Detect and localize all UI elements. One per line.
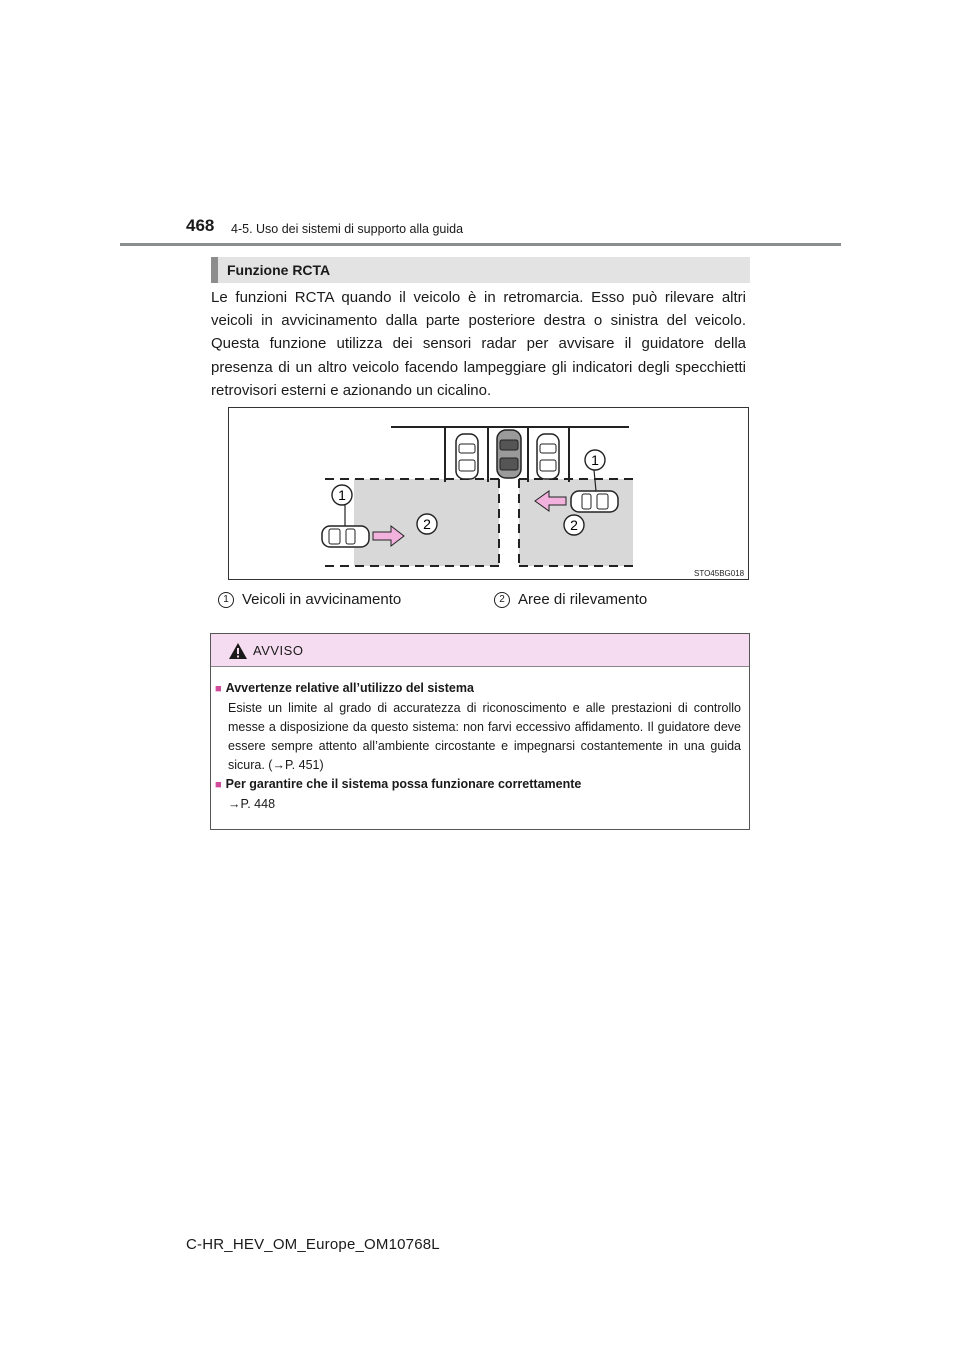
warning-item-title: [215, 679, 740, 699]
warning-label: AVVISO: [253, 643, 304, 658]
parked-car: [537, 434, 559, 479]
document-code: C-HR_HEV_OM_Europe_OM10768L: [186, 1236, 440, 1253]
callout-number: 2: [570, 517, 578, 533]
callout-2-left: [417, 514, 437, 534]
section-heading: [211, 257, 750, 283]
header-rule: [120, 243, 841, 246]
warning-box: [210, 633, 750, 830]
figure-code: STO45BG018: [694, 569, 745, 578]
warning-item-heading: Per garantire che il sistema possa funzionare correttamente: [225, 777, 582, 791]
body-paragraph: Le funzioni RCTA quando il veicolo è in retromarcia. Esso può rilevare altri veicoli in avvicinamento dalla parte posteriore destra o sinistra del veicolo. Questa funzione utilizza dei sensori radar per avvisare il guidatore della presenza di un altro veicolo facendo lampeggiare gli indicatori degli specchietti retrovisori esterni e azionando un cicalino.: [211, 289, 746, 399]
own-vehicle: [497, 430, 521, 478]
legend-number: 1: [218, 592, 234, 608]
warning-header: [211, 634, 749, 667]
approaching-vehicle-right: [571, 491, 618, 512]
legend-item-detection-areas: [494, 591, 647, 608]
warning-item-text: Esiste un limite al grado di accuratezza di riconoscimento e alle prestazioni di controllo messe a disposizione da questo sistema: non farvi eccessivo affidamento. Il guidatore deve essere sempre attento all’ambiente circostante e impegnarsi costantemente in una guida sicura. (→P. 451): [228, 701, 741, 772]
parked-car: [456, 434, 478, 479]
legend-number: 2: [494, 592, 510, 608]
page-number: 468: [186, 216, 215, 235]
warning-triangle-icon: [228, 642, 248, 660]
callout-number: 1: [338, 487, 346, 503]
rcta-diagram: [228, 407, 749, 580]
callout-1-right: [585, 450, 605, 470]
warning-item-heading: Avvertenze relative all’utilizzo del sistema: [225, 681, 474, 695]
warning-item-text: →P. 448: [228, 797, 276, 811]
callout-number: 2: [423, 516, 431, 532]
warning-item-title: [215, 775, 740, 795]
legend-label: Aree di rilevamento: [518, 591, 648, 608]
section-path: 4-5. Uso dei sistemi di supporto alla guida: [231, 222, 464, 236]
section-heading-text: Funzione RCTA: [227, 262, 331, 278]
callout-number: 1: [591, 452, 599, 468]
callout-1-left: [332, 485, 352, 505]
callout-2-right: [564, 515, 584, 535]
legend-label: Veicoli in avvicinamento: [242, 591, 402, 608]
rcta-diagram-svg: [229, 408, 748, 579]
legend-item-approaching: [218, 591, 401, 608]
approaching-vehicle-left: [322, 526, 369, 547]
bullet-square-icon: ■: [215, 683, 222, 695]
bullet-square-icon: ■: [215, 779, 222, 791]
